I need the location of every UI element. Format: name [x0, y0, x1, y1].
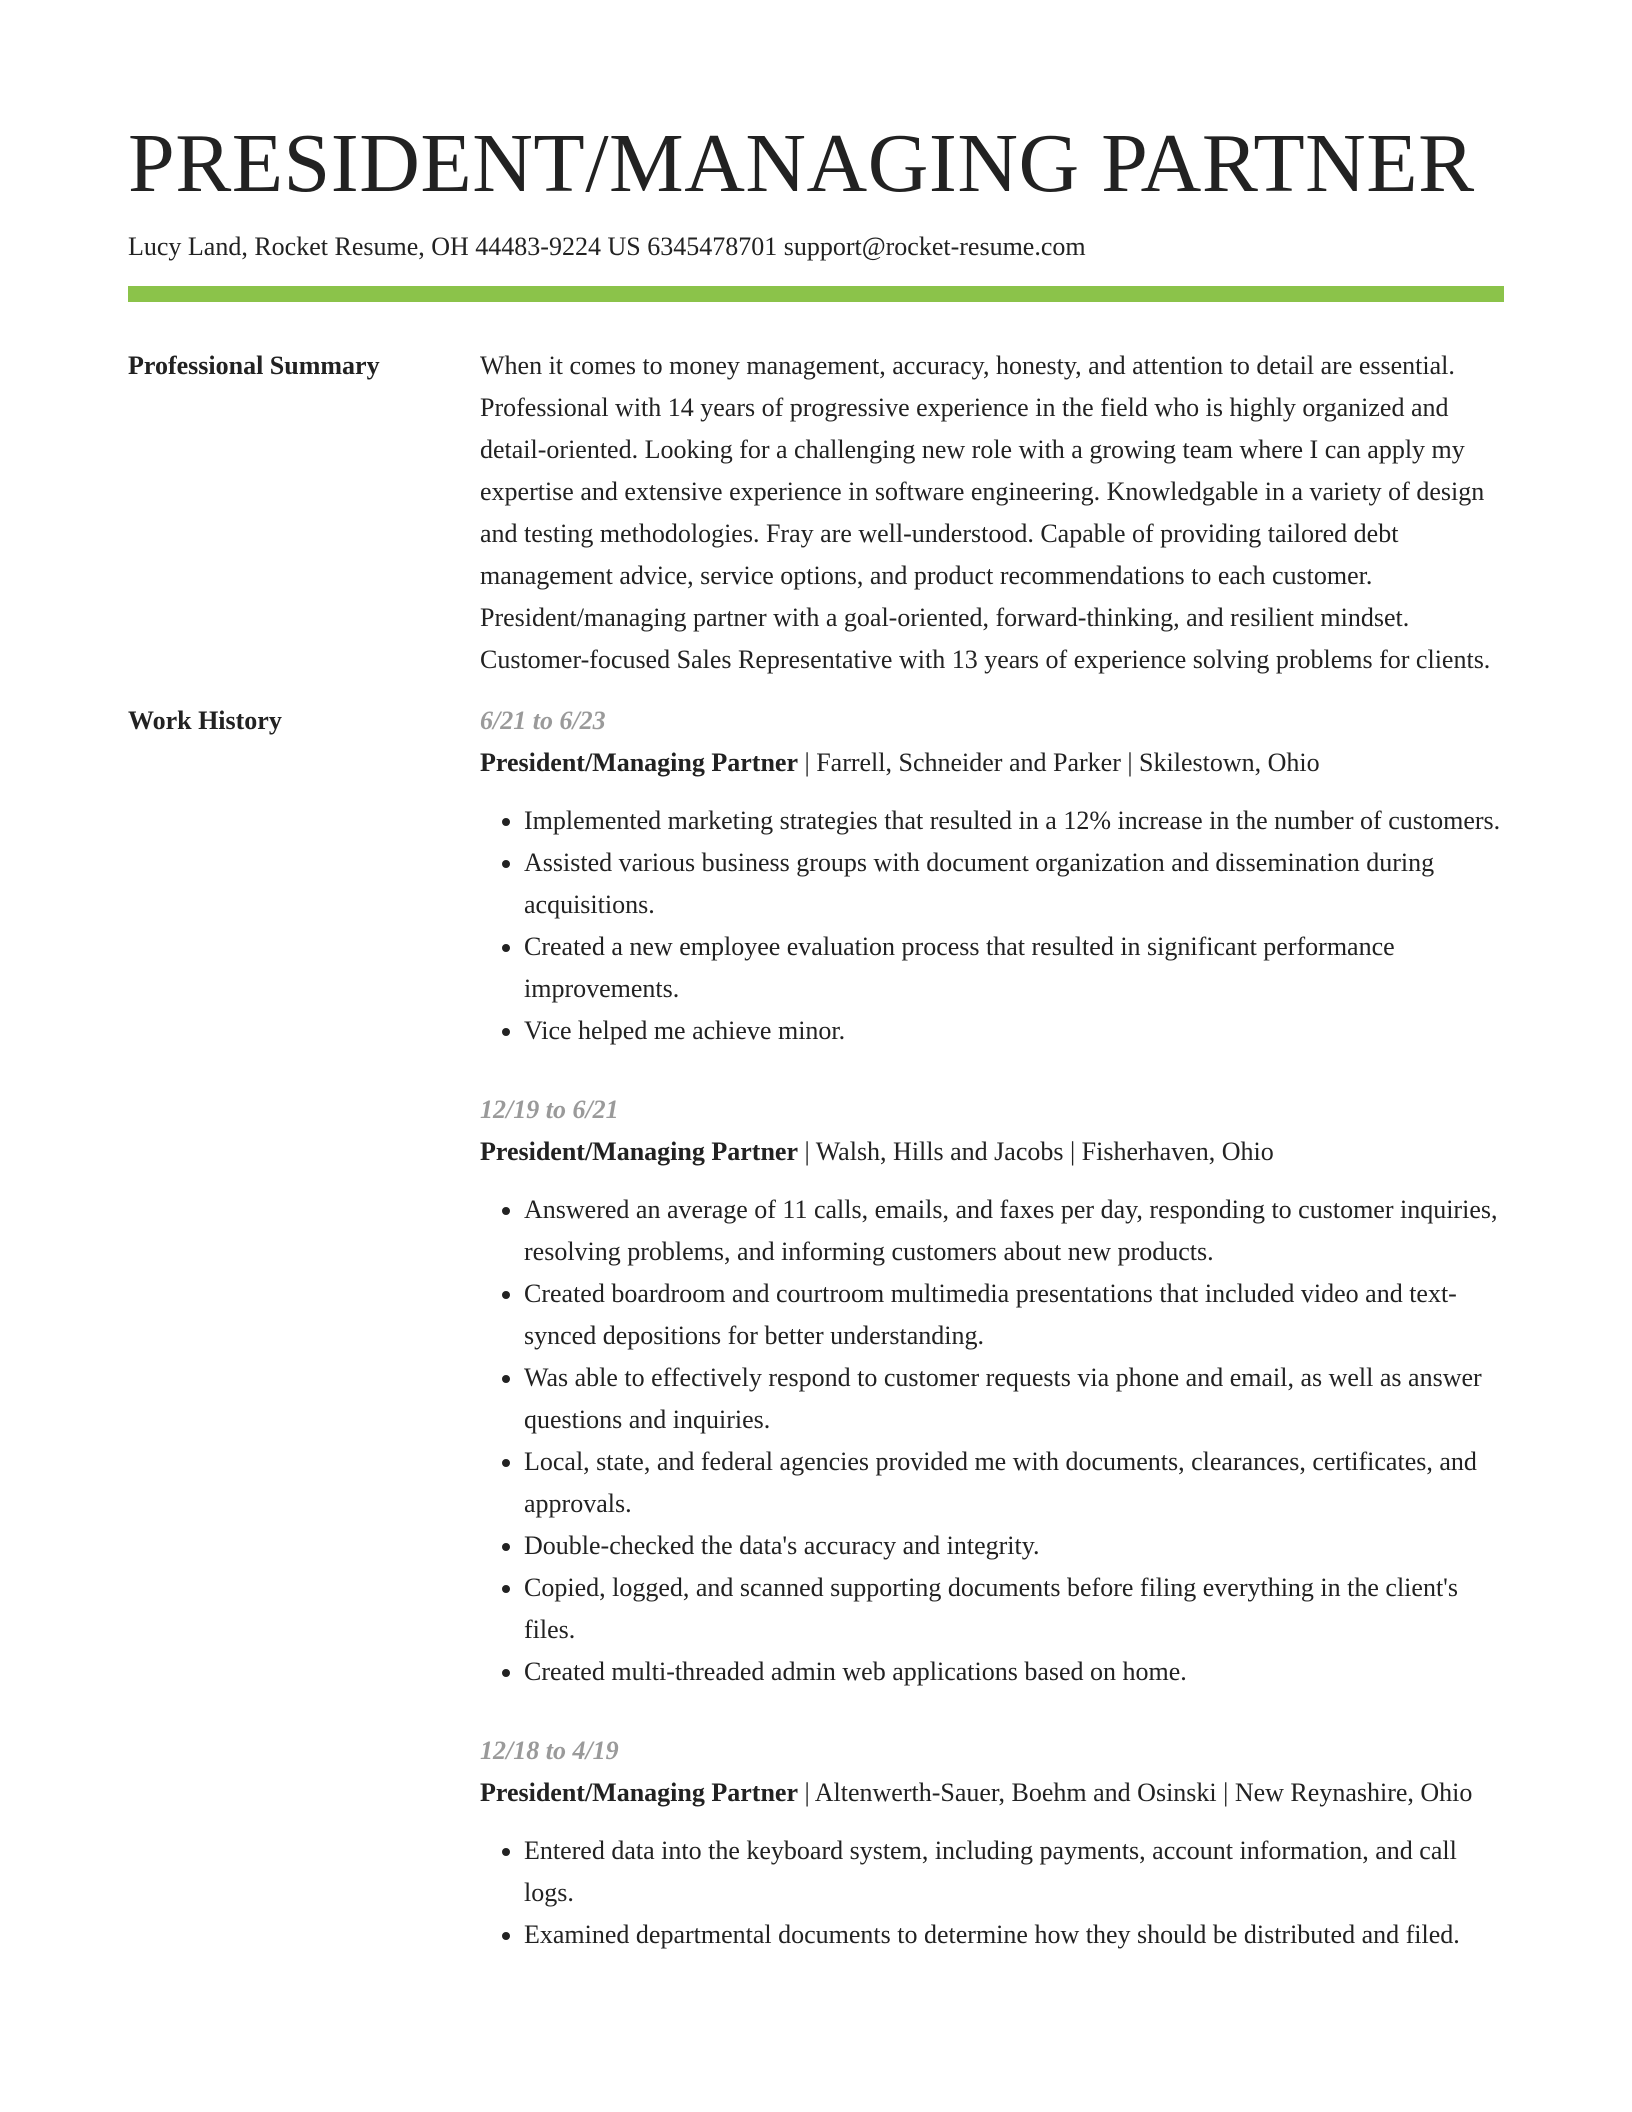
summary-text: When it comes to money management, accuracy, honesty, and attention to detail are essential. Professional with 14 years of progressive experience in the field who is highly organized and detail-oriented. Looking for a challenging new role with a growing team where I can apply my expertise and extensive experience in software engineering. Knowledgable in a variety of design and testing methodologies. Fray are well-understood. Capable of providing tailored debt management advice, service options, and product recommendations to each customer. President/managing partner with a goal-oriented, forward-thinking, and resilient mindset. Customer-focused Sales Representative with 13 years of experience solving problems for clients. [480, 351, 1491, 675]
job-bullet: • Copied, logged, and scanned supporting documents before filing everything in the client's files. [524, 1567, 1504, 1651]
job-dates: 12/19 to 6/21 [480, 1095, 619, 1125]
job-bullet: • Vice helped me achieve minor. [524, 1010, 1504, 1052]
summary-heading: Professional Summary [128, 351, 380, 381]
job-bullet-list [480, 800, 1504, 1052]
work-history-body [480, 707, 1504, 2000]
job-bullet: • Created boardroom and courtroom multimedia presentations that included video and text-synced depositions for better understanding. [524, 1273, 1504, 1357]
job-bullet: • Created multi-threaded admin web applications based on home. [524, 1651, 1504, 1693]
job-bullet: • Entered data into the keyboard system, including payments, account information, and call logs. [524, 1830, 1504, 1914]
job-entry [480, 1730, 1504, 1956]
summary-body [480, 352, 1504, 681]
job-bullet: • Was able to effectively respond to customer requests via phone and email, as well as answer questions and inquiries. [524, 1357, 1504, 1441]
job-bullet: • Local, state, and federal agencies provided me with documents, clearances, certificates, and approvals. [524, 1441, 1504, 1525]
job-bullet: • Double-checked the data's accuracy and integrity. [524, 1525, 1504, 1567]
job-bullet-list [480, 1830, 1504, 1956]
job-entry [480, 1089, 1504, 1693]
job-details: | Farrell, Schneider and Parker | Skilestown, Ohio [797, 748, 1320, 778]
work-history-section [128, 707, 1504, 2000]
job-details: | Altenwerth-Sauer, Boehm and Osinski | New Reynashire, Ohio [797, 1778, 1473, 1808]
job-header [480, 1131, 1504, 1173]
job-header [480, 742, 1504, 784]
job-bullet: • Created a new employee evaluation process that resulted in significant performance improvements. [524, 926, 1504, 1010]
accent-divider [128, 286, 1504, 302]
resume-title: PRESIDENT/MANAGING PARTNER [128, 117, 1475, 210]
job-header [480, 1772, 1504, 1814]
job-bullet-list [480, 1189, 1504, 1693]
work-history-heading: Work History [128, 706, 282, 736]
job-bullet: • Implemented marketing strategies that resulted in a 12% increase in the number of customers. [524, 800, 1504, 842]
job-title: President/Managing Partner [480, 748, 798, 778]
job-dates: 12/18 to 4/19 [480, 1736, 619, 1766]
job-title: President/Managing Partner [480, 1778, 798, 1808]
job-bullet: • Answered an average of 11 calls, emails, and faxes per day, responding to customer inquiries, resolving problems, and informing customers about new products. [524, 1189, 1504, 1273]
contact-line: Lucy Land, Rocket Resume, OH 44483-9224 US 6345478701 support@rocket-resume.com [128, 232, 1086, 262]
job-dates: 6/21 to 6/23 [480, 706, 606, 736]
summary-section [128, 352, 1504, 681]
job-details: | Walsh, Hills and Jacobs | Fisherhaven, Ohio [797, 1137, 1274, 1167]
job-bullet: • Examined departmental documents to determine how they should be distributed and filed. [524, 1914, 1504, 1956]
job-entry [480, 700, 1504, 1052]
job-bullet: • Assisted various business groups with document organization and dissemination during acquisitions. [524, 842, 1504, 926]
job-title: President/Managing Partner [480, 1137, 798, 1167]
